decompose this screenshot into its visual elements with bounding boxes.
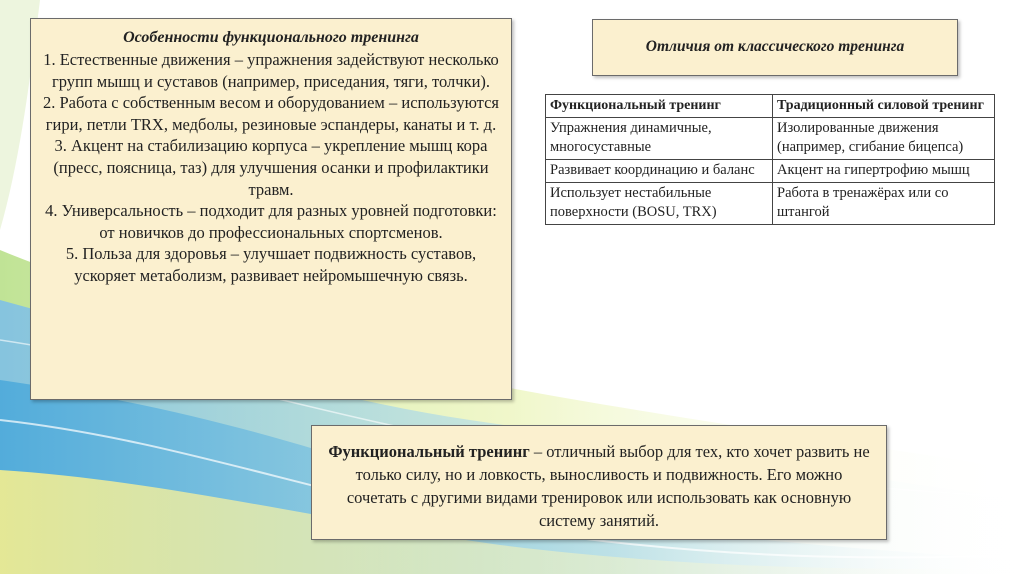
table-header-cell: Традиционный силовой тренинг: [773, 95, 995, 118]
differences-title: Отличия от классического тренинга: [645, 38, 905, 55]
features-title: Особенности функционального тренинга: [123, 29, 419, 46]
feature-item: 2. Работа с собственным весом и оборудованием – используются гири, петли TRX, медболы, резиновые эспандеры, канаты и т. д.: [42, 93, 499, 134]
feature-item: 4. Универсальность – подходит для разных уровней подготовки: от новичков до профессиональных спортсменов.: [45, 201, 497, 242]
table-header-cell: Функциональный тренинг: [546, 95, 773, 118]
table-cell: Изолированные движения (например, сгибание бицепса): [773, 118, 995, 160]
table-row: [546, 160, 995, 183]
table-row: [546, 183, 995, 225]
table-row: [546, 118, 995, 160]
conclusion-text: [326, 440, 872, 532]
differences-box: [592, 19, 958, 76]
conclusion-box: [311, 425, 887, 540]
table-header-row: [546, 95, 995, 118]
comparison-table: [545, 94, 995, 225]
feature-item: 3. Акцент на стабилизацию корпуса – укрепление мышц кора (пресс, поясница, таз) для улучшения осанки и профилактики травм.: [53, 136, 489, 199]
conclusion-body: – отличный выбор для тех, кто хочет развить не только силу, но и ловкость, выносливость и подвижность. Его можно сочетать с другими видами тренировок или использовать как основную систему занятий.: [346, 442, 870, 530]
table-cell: Работа в тренажёрах или со штангой: [773, 183, 995, 225]
table-cell: Использует нестабильные поверхности (BOSU, TRX): [546, 183, 773, 225]
table-cell: Развивает координацию и баланс: [546, 160, 773, 183]
features-box: [30, 18, 512, 400]
feature-item: 5. Польза для здоровья – улучшает подвижность суставов, ускоряет метаболизм, развивает нейромышечную связь.: [65, 244, 477, 285]
table-cell: Акцент на гипертрофию мышц: [773, 160, 995, 183]
feature-item: 1. Естественные движения – упражнения задействуют несколько групп мышц и суставов (например, приседания, тяги, толчки).: [43, 50, 499, 91]
conclusion-bold-term: Функциональный тренинг: [328, 442, 530, 461]
table-cell: Упражнения динамичные, многосуставные: [546, 118, 773, 160]
